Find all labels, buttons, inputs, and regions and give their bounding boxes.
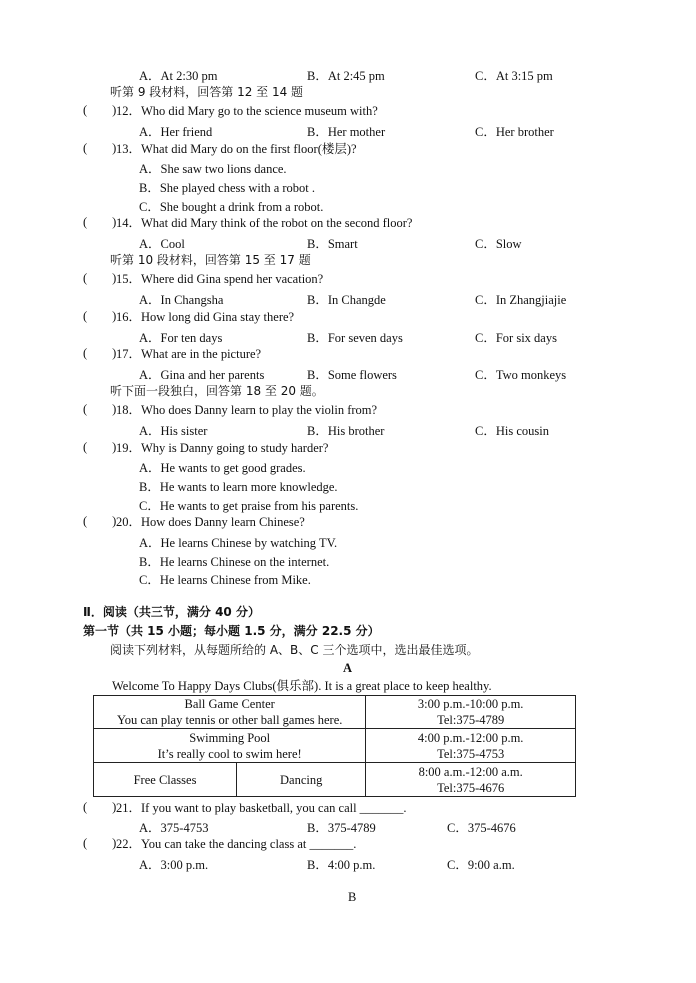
q12-answer-blank: ( ): [83, 103, 117, 117]
q15-answer-blank: ( ): [83, 271, 117, 285]
q21-answer-blank: ( ): [83, 800, 117, 814]
q16-stem: 16．How long did Gina stay there?: [116, 310, 295, 324]
q16-option-b: B．For seven days: [307, 331, 403, 345]
material-9-heading: 听第 9 段材料，回答第 12 至 14 题: [110, 85, 304, 99]
q14-option-c: C．Slow: [475, 237, 522, 251]
table-row: [94, 729, 576, 763]
q20-answer-blank: ( ): [83, 514, 117, 528]
q11-option-b: B．At 2:45 pm: [307, 69, 385, 83]
ball-game-center-info: [366, 696, 576, 729]
swimming-pool-cell: [94, 729, 366, 763]
q18-option-a: A．His sister: [139, 424, 208, 438]
dancing-cell: Dancing: [237, 763, 366, 797]
q19-stem: 19．Why is Danny going to study harder?: [116, 441, 329, 455]
q16-option-c: C．For six days: [475, 331, 557, 345]
q20-option-c: C．He learns Chinese from Mike.: [139, 573, 311, 587]
q12-stem: 12．Who did Mary go to the science museum with?: [116, 104, 378, 118]
q18-option-b: B．His brother: [307, 424, 385, 438]
q12-option-b: B．Her mother: [307, 125, 386, 139]
monologue-heading: 听下面一段独白，回答第 18 至 20 题。: [110, 384, 324, 398]
passage-b-label: B: [348, 890, 357, 904]
q11-option-a: A．At 2:30 pm: [139, 69, 218, 83]
passage-a-label: A: [343, 661, 353, 675]
ball-game-center-desc: You can play tennis or other ball games here.: [116, 713, 343, 727]
q19-option-c: C．He wants to get praise from his parents.: [139, 499, 359, 513]
q19-answer-blank: ( ): [83, 440, 117, 454]
q17-option-c: C．Two monkeys: [475, 368, 567, 382]
q13-stem: 13．What did Mary do on the first floor(楼层)?: [116, 142, 357, 156]
q20-option-a: A．He learns Chinese by watching TV.: [139, 536, 338, 550]
free-classes-tel: Tel:375-4676: [437, 780, 505, 795]
q17-option-a: A．Gina and her parents: [139, 368, 265, 382]
q15-option-c: C．In Zhangjiajie: [475, 293, 567, 307]
q21-option-a: A．375-4753: [139, 821, 209, 835]
q18-stem: 18．Who does Danny learn to play the violin from?: [116, 403, 378, 417]
q11-option-c: C．At 3:15 pm: [475, 69, 553, 83]
swimming-pool-desc: It’s really cool to swim here!: [157, 746, 302, 761]
q21-option-b: B．375-4789: [307, 821, 376, 835]
part-1-heading: 第一节（共 15 小题；每小题 1.5 分，满分 22.5 分）: [83, 624, 380, 638]
q13-answer-blank: ( ): [83, 141, 117, 155]
q19-option-a: A．He wants to get good grades.: [139, 461, 306, 475]
q22-answer-blank: ( ): [83, 836, 117, 850]
q16-answer-blank: ( ): [83, 309, 117, 323]
free-classes-time: 8:00 a.m.-12:00 a.m.: [418, 764, 523, 779]
q13-option-b: B．She played chess with a robot .: [139, 181, 316, 195]
q20-stem: 20．How does Danny learn Chinese?: [116, 515, 305, 529]
q15-option-b: B．In Changde: [307, 293, 386, 307]
q20-option-b: B．He learns Chinese on the internet.: [139, 555, 330, 569]
q14-stem: 14．What did Mary think of the robot on the second floor?: [116, 216, 413, 230]
free-classes-cell: Free Classes: [94, 763, 237, 797]
q18-answer-blank: ( ): [83, 402, 117, 416]
reading-instruction: 阅读下列材料，从每题所给的 A、B、C 三个选项中，选出最佳选项。: [110, 643, 479, 657]
q14-option-b: B．Smart: [307, 237, 358, 251]
q14-option-a: A．Cool: [139, 237, 185, 251]
q19-option-b: B．He wants to learn more knowledge.: [139, 480, 338, 494]
q17-stem: 17．What are in the picture?: [116, 347, 262, 361]
ball-game-center-tel: Tel:375-4789: [437, 713, 505, 727]
q15-stem: 15．Where did Gina spend her vacation?: [116, 272, 324, 286]
material-10-heading: 听第 10 段材料，回答第 15 至 17 题: [110, 253, 311, 267]
q13-option-c: C．She bought a drink from a robot.: [139, 200, 324, 214]
swimming-pool-info: [366, 729, 576, 763]
q21-option-c: C．375-4676: [447, 821, 516, 835]
q22-option-b: B．4:00 p.m.: [307, 858, 376, 872]
q22-stem: 22．You can take the dancing class at _______.: [116, 837, 357, 851]
swimming-pool-tel: Tel:375-4753: [437, 746, 505, 761]
q13-option-a: A．She saw two lions dance.: [139, 162, 287, 176]
q14-answer-blank: ( ): [83, 215, 117, 229]
q12-option-a: A．Her friend: [139, 125, 213, 139]
table-row: [94, 696, 576, 729]
q17-answer-blank: ( ): [83, 346, 117, 360]
ball-game-center-cell: [94, 696, 366, 729]
q21-stem: 21．If you want to play basketball, you can call _______.: [116, 801, 407, 815]
q12-option-c: C．Her brother: [475, 125, 554, 139]
q22-option-c: C．9:00 a.m.: [447, 858, 515, 872]
clubs-table: [93, 695, 576, 797]
passage-a-intro: Welcome To Happy Days Clubs(俱乐部). It is a great place to keep healthy.: [112, 679, 492, 693]
swimming-pool-time: 4:00 p.m.-12:00 p.m.: [417, 730, 524, 745]
ball-game-center-name: Ball Game Center: [184, 697, 275, 711]
q17-option-b: B．Some flowers: [307, 368, 397, 382]
q22-option-a: A．3:00 p.m.: [139, 858, 209, 872]
q18-option-c: C．His cousin: [475, 424, 549, 438]
table-row: [94, 763, 576, 797]
q16-option-a: A．For ten days: [139, 331, 223, 345]
ball-game-center-time: 3:00 p.m.-10:00 p.m.: [417, 697, 524, 711]
q15-option-a: A．In Changsha: [139, 293, 224, 307]
free-classes-info: [366, 763, 576, 797]
swimming-pool-name: Swimming Pool: [189, 730, 271, 745]
section-2-heading: Ⅱ．阅读（共三节，满分 40 分）: [83, 605, 260, 619]
